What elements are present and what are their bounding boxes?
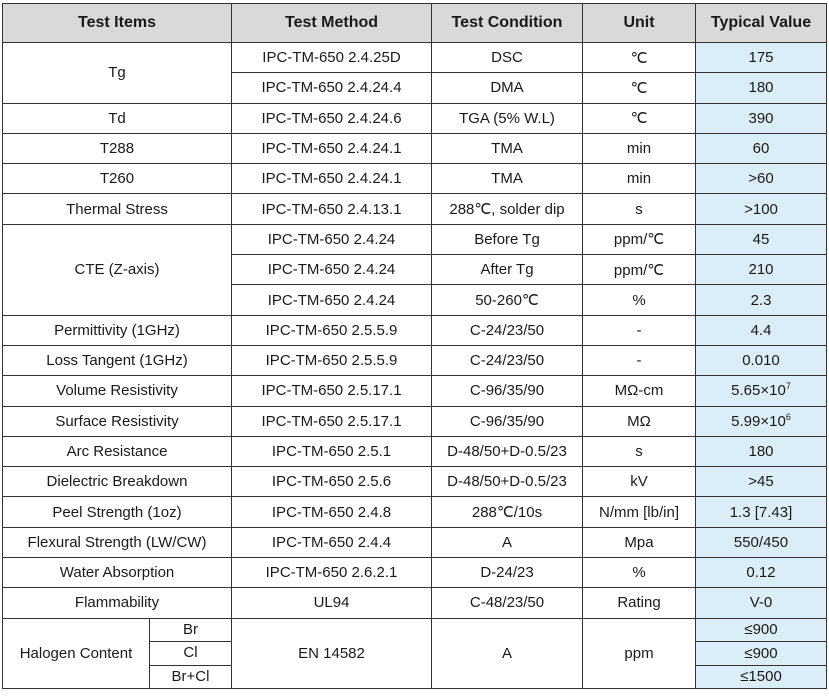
method-cell: UL94 bbox=[232, 588, 432, 618]
unit-cell: min bbox=[583, 164, 696, 194]
table-row bbox=[3, 194, 827, 224]
item-cell: Flammability bbox=[3, 588, 232, 618]
value-cell: >60 bbox=[696, 164, 827, 194]
value-cell: 175 bbox=[696, 43, 827, 73]
value-cell: 180 bbox=[696, 73, 827, 103]
item-cell: T288 bbox=[3, 133, 232, 163]
condition-cell: 288℃/10s bbox=[432, 497, 583, 527]
method-cell: IPC-TM-650 2.5.1 bbox=[232, 436, 432, 466]
table-row bbox=[3, 527, 827, 557]
unit-cell: s bbox=[583, 194, 696, 224]
value-cell bbox=[696, 406, 827, 436]
method-cell: IPC-TM-650 2.4.24.6 bbox=[232, 103, 432, 133]
value-cell: ≤900 bbox=[696, 618, 827, 642]
condition-cell: C-24/23/50 bbox=[432, 315, 583, 345]
table-row bbox=[3, 497, 827, 527]
method-cell: IPC-TM-650 2.4.24.4 bbox=[232, 73, 432, 103]
header-test-condition: Test Condition bbox=[432, 4, 583, 43]
condition-cell: D-48/50+D-0.5/23 bbox=[432, 436, 583, 466]
table-row bbox=[3, 315, 827, 345]
table-row bbox=[3, 558, 827, 588]
table-row bbox=[3, 345, 827, 375]
method-cell: IPC-TM-650 2.5.5.9 bbox=[232, 315, 432, 345]
method-cell: IPC-TM-650 2.4.24.1 bbox=[232, 164, 432, 194]
method-cell: IPC-TM-650 2.5.6 bbox=[232, 467, 432, 497]
item-cell: Arc Resistance bbox=[3, 436, 232, 466]
value-cell: 390 bbox=[696, 103, 827, 133]
unit-cell: kV bbox=[583, 467, 696, 497]
item-cell: Peel Strength (1oz) bbox=[3, 497, 232, 527]
header-test-items: Test Items bbox=[3, 4, 232, 43]
value-cell: 550/450 bbox=[696, 527, 827, 557]
item-cell: Water Absorption bbox=[3, 558, 232, 588]
method-cell: IPC-TM-650 2.4.25D bbox=[232, 43, 432, 73]
condition-cell: D-24/23 bbox=[432, 558, 583, 588]
method-cell: EN 14582 bbox=[232, 618, 432, 689]
condition-cell: C-96/35/90 bbox=[432, 376, 583, 406]
unit-cell: ppm/℃ bbox=[583, 255, 696, 285]
value-cell bbox=[696, 376, 827, 406]
method-cell: IPC-TM-650 2.4.24.1 bbox=[232, 133, 432, 163]
method-cell: IPC-TM-650 2.4.13.1 bbox=[232, 194, 432, 224]
condition-cell: After Tg bbox=[432, 255, 583, 285]
table-row bbox=[3, 406, 827, 436]
unit-cell: % bbox=[583, 558, 696, 588]
unit-cell: ℃ bbox=[583, 43, 696, 73]
unit-cell: ℃ bbox=[583, 103, 696, 133]
value-cell: 180 bbox=[696, 436, 827, 466]
method-cell: IPC-TM-650 2.5.17.1 bbox=[232, 406, 432, 436]
item-cell: Permittivity (1GHz) bbox=[3, 315, 232, 345]
item-cell: Tg bbox=[3, 43, 232, 104]
condition-cell: D-48/50+D-0.5/23 bbox=[432, 467, 583, 497]
condition-cell: C-48/23/50 bbox=[432, 588, 583, 618]
table-row bbox=[3, 164, 827, 194]
header-row bbox=[3, 4, 827, 43]
method-cell: IPC-TM-650 2.4.24 bbox=[232, 224, 432, 254]
table-row bbox=[3, 436, 827, 466]
unit-cell: N/mm [lb/in] bbox=[583, 497, 696, 527]
header-unit: Unit bbox=[583, 4, 696, 43]
condition-cell: C-24/23/50 bbox=[432, 345, 583, 375]
item-cell: T260 bbox=[3, 164, 232, 194]
item-cell: Td bbox=[3, 103, 232, 133]
header-test-method: Test Method bbox=[232, 4, 432, 43]
value-cell: 210 bbox=[696, 255, 827, 285]
method-cell: IPC-TM-650 2.4.24 bbox=[232, 285, 432, 315]
halogen-label: Halogen Content bbox=[3, 619, 150, 689]
unit-cell: ppm/℃ bbox=[583, 224, 696, 254]
halogen-item-cell bbox=[3, 618, 232, 689]
value-base: 5.65×10 bbox=[731, 382, 786, 400]
condition-cell: A bbox=[432, 618, 583, 689]
method-cell: IPC-TM-650 2.4.8 bbox=[232, 497, 432, 527]
value-cell: ≤900 bbox=[696, 642, 827, 666]
item-cell: Thermal Stress bbox=[3, 194, 232, 224]
value-cell: >100 bbox=[696, 194, 827, 224]
condition-cell: TMA bbox=[432, 164, 583, 194]
halogen-sub-brcl: Br+Cl bbox=[171, 667, 210, 685]
unit-cell: ppm bbox=[583, 618, 696, 689]
item-cell: Loss Tangent (1GHz) bbox=[3, 345, 232, 375]
value-base: 5.99×10 bbox=[731, 412, 786, 430]
value-cell: >45 bbox=[696, 467, 827, 497]
value-cell: 1.3 [7.43] bbox=[696, 497, 827, 527]
method-cell: IPC-TM-650 2.5.17.1 bbox=[232, 376, 432, 406]
condition-cell: TGA (5% W.L) bbox=[432, 103, 583, 133]
halogen-sub-cl: Cl bbox=[150, 642, 231, 666]
unit-cell: MΩ bbox=[583, 406, 696, 436]
unit-cell: % bbox=[583, 285, 696, 315]
unit-cell: MΩ-cm bbox=[583, 376, 696, 406]
condition-cell: DMA bbox=[432, 73, 583, 103]
condition-cell: DSC bbox=[432, 43, 583, 73]
value-cell: 2.3 bbox=[696, 285, 827, 315]
condition-cell: 288℃, solder dip bbox=[432, 194, 583, 224]
value-cell: ≤1500 bbox=[696, 665, 827, 689]
value-cell: 45 bbox=[696, 224, 827, 254]
value-exponent: 7 bbox=[785, 381, 791, 392]
method-cell: IPC-TM-650 2.5.5.9 bbox=[232, 345, 432, 375]
table-row bbox=[3, 133, 827, 163]
table-row bbox=[3, 43, 827, 73]
value-cell: 0.12 bbox=[696, 558, 827, 588]
table-row bbox=[3, 103, 827, 133]
unit-cell: Mpa bbox=[583, 527, 696, 557]
unit-cell: - bbox=[583, 315, 696, 345]
condition-cell: A bbox=[432, 527, 583, 557]
condition-cell: 50-260℃ bbox=[432, 285, 583, 315]
unit-cell: - bbox=[583, 345, 696, 375]
value-cell: 0.010 bbox=[696, 345, 827, 375]
item-cell: CTE (Z-axis) bbox=[3, 224, 232, 315]
header-typical-value: Typical Value bbox=[696, 4, 827, 43]
table-row bbox=[3, 588, 827, 618]
unit-cell: s bbox=[583, 436, 696, 466]
item-cell: Dielectric Breakdown bbox=[3, 467, 232, 497]
value-cell: 4.4 bbox=[696, 315, 827, 345]
condition-cell: Before Tg bbox=[432, 224, 583, 254]
unit-cell: ℃ bbox=[583, 73, 696, 103]
halogen-sub-br: Br bbox=[150, 619, 231, 643]
table-row bbox=[3, 224, 827, 254]
condition-cell: TMA bbox=[432, 133, 583, 163]
condition-cell: C-96/35/90 bbox=[432, 406, 583, 436]
value-cell: V-0 bbox=[696, 588, 827, 618]
item-cell: Surface Resistivity bbox=[3, 406, 232, 436]
table-row bbox=[3, 467, 827, 497]
table-row bbox=[3, 618, 827, 642]
table-row bbox=[3, 376, 827, 406]
method-cell: IPC-TM-650 2.6.2.1 bbox=[232, 558, 432, 588]
unit-cell: Rating bbox=[583, 588, 696, 618]
value-exponent: 6 bbox=[785, 411, 791, 422]
method-cell: IPC-TM-650 2.4.4 bbox=[232, 527, 432, 557]
value-cell: 60 bbox=[696, 133, 827, 163]
item-cell: Volume Resistivity bbox=[3, 376, 232, 406]
item-cell: Flexural Strength (LW/CW) bbox=[3, 527, 232, 557]
unit-cell: min bbox=[583, 133, 696, 163]
spec-table bbox=[2, 3, 827, 689]
method-cell: IPC-TM-650 2.4.24 bbox=[232, 255, 432, 285]
